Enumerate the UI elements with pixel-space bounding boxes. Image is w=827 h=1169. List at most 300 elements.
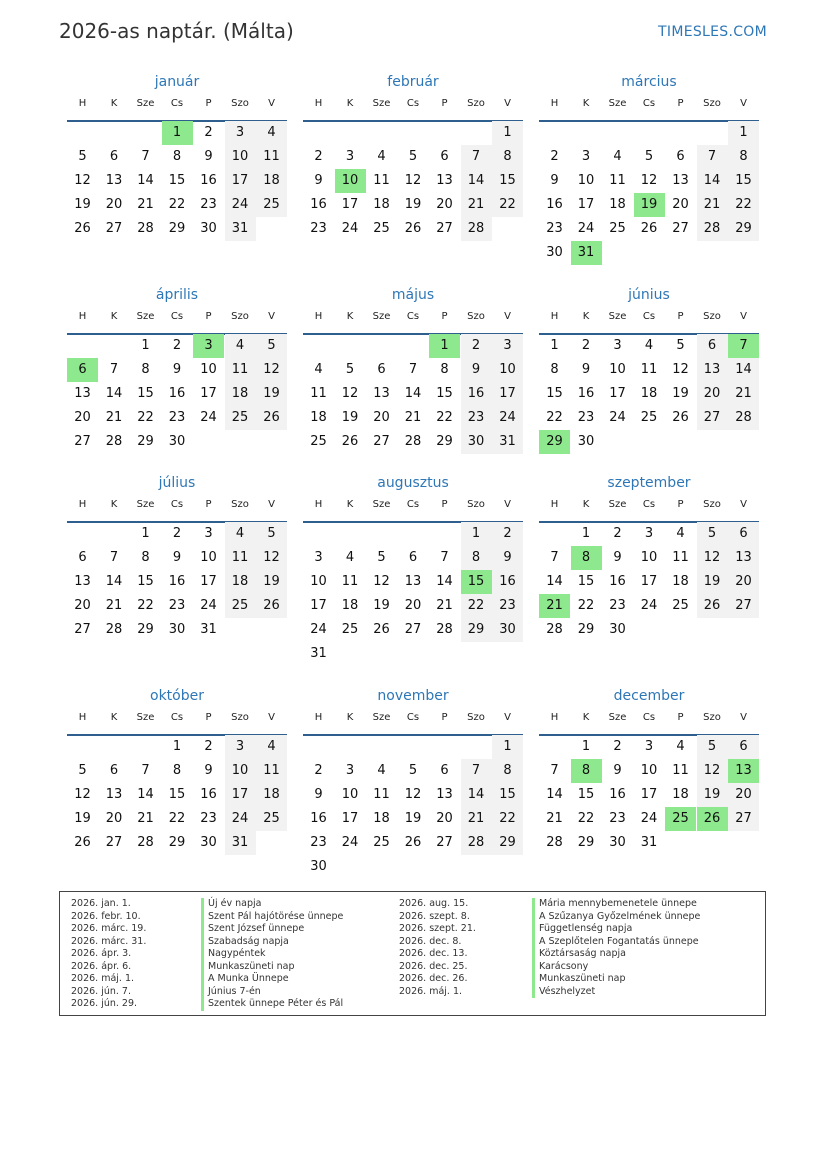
day-cell[interactable]: 9 bbox=[314, 173, 323, 188]
day-cell[interactable]: 17 bbox=[200, 386, 217, 401]
day-cell[interactable]: 31 bbox=[225, 831, 256, 855]
day-cell[interactable]: 20 bbox=[105, 197, 123, 212]
day-cell[interactable]: 10 bbox=[310, 574, 327, 589]
day-cell[interactable]: 29 bbox=[137, 622, 154, 637]
day-cell[interactable]: 1 bbox=[141, 338, 150, 353]
day-cell[interactable]: 9 bbox=[613, 763, 622, 778]
day-cell[interactable]: 9 bbox=[314, 787, 323, 802]
day-cell[interactable]: 24 bbox=[341, 221, 359, 236]
day-cell[interactable]: 26 bbox=[256, 594, 287, 618]
day-cell[interactable]: 30 bbox=[609, 835, 626, 850]
day-cell[interactable]: 19 bbox=[697, 570, 728, 594]
day-cell[interactable]: 15 bbox=[137, 574, 154, 589]
day-cell[interactable]: 22 bbox=[492, 807, 523, 831]
day-cell[interactable]: 29 bbox=[577, 622, 595, 637]
day-cell[interactable]: 2 bbox=[204, 739, 213, 754]
holiday-day-cell[interactable]: 25 bbox=[665, 807, 696, 831]
day-cell[interactable]: 18 bbox=[341, 598, 359, 613]
day-cell[interactable]: 14 bbox=[728, 358, 759, 382]
day-cell[interactable]: 8 bbox=[141, 362, 150, 377]
day-cell[interactable]: 17 bbox=[640, 787, 658, 802]
day-cell[interactable]: 8 bbox=[461, 546, 492, 570]
day-cell[interactable]: 12 bbox=[74, 787, 91, 802]
day-cell[interactable]: 13 bbox=[74, 574, 91, 589]
day-cell[interactable]: 25 bbox=[256, 193, 287, 217]
day-cell[interactable]: 25 bbox=[373, 835, 390, 850]
day-cell[interactable]: 19 bbox=[697, 783, 728, 807]
day-cell[interactable]: 11 bbox=[225, 358, 256, 382]
day-cell[interactable]: 10 bbox=[640, 763, 658, 778]
day-cell[interactable]: 19 bbox=[256, 570, 287, 594]
day-cell[interactable]: 24 bbox=[640, 598, 658, 613]
day-cell[interactable]: 11 bbox=[672, 763, 689, 778]
day-cell[interactable]: 17 bbox=[200, 574, 217, 589]
day-cell[interactable]: 4 bbox=[644, 338, 654, 353]
day-cell[interactable]: 3 bbox=[644, 739, 654, 754]
day-cell[interactable]: 15 bbox=[168, 173, 186, 188]
day-cell[interactable]: 28 bbox=[137, 835, 154, 850]
day-cell[interactable]: 18 bbox=[256, 783, 287, 807]
day-cell[interactable]: 13 bbox=[105, 787, 123, 802]
day-cell[interactable]: 20 bbox=[373, 410, 390, 425]
day-cell[interactable]: 14 bbox=[404, 386, 422, 401]
day-cell[interactable]: 23 bbox=[461, 406, 492, 430]
day-cell[interactable]: 18 bbox=[672, 574, 689, 589]
day-cell[interactable]: 14 bbox=[105, 574, 123, 589]
day-cell[interactable]: 15 bbox=[492, 783, 523, 807]
day-cell[interactable]: 14 bbox=[546, 787, 563, 802]
day-cell[interactable]: 7 bbox=[408, 362, 418, 377]
day-cell[interactable]: 2 bbox=[461, 334, 492, 358]
day-cell[interactable]: 4 bbox=[377, 763, 386, 778]
day-cell[interactable]: 5 bbox=[408, 149, 418, 164]
day-cell[interactable]: 16 bbox=[200, 787, 217, 802]
day-cell[interactable]: 31 bbox=[225, 217, 256, 241]
day-cell[interactable]: 14 bbox=[461, 169, 492, 193]
day-cell[interactable]: 26 bbox=[672, 410, 689, 425]
day-cell[interactable]: 8 bbox=[492, 759, 523, 783]
day-cell[interactable]: 6 bbox=[697, 334, 728, 358]
day-cell[interactable]: 17 bbox=[609, 386, 626, 401]
day-cell[interactable]: 6 bbox=[440, 763, 449, 778]
day-cell[interactable]: 9 bbox=[461, 358, 492, 382]
day-cell[interactable]: 17 bbox=[577, 197, 595, 212]
day-cell[interactable]: 26 bbox=[697, 594, 728, 618]
day-cell[interactable]: 14 bbox=[105, 386, 123, 401]
day-cell[interactable]: 14 bbox=[137, 787, 154, 802]
day-cell[interactable]: 21 bbox=[105, 598, 123, 613]
day-cell[interactable]: 26 bbox=[341, 434, 359, 449]
day-cell[interactable]: 4 bbox=[314, 362, 323, 377]
day-cell[interactable]: 6 bbox=[109, 149, 119, 164]
day-cell[interactable]: 30 bbox=[200, 221, 217, 236]
day-cell[interactable]: 15 bbox=[137, 386, 154, 401]
day-cell[interactable]: 11 bbox=[341, 574, 359, 589]
day-cell[interactable]: 18 bbox=[225, 570, 256, 594]
day-cell[interactable]: 1 bbox=[550, 338, 559, 353]
day-cell[interactable]: 21 bbox=[436, 598, 453, 613]
day-cell[interactable]: 10 bbox=[577, 173, 595, 188]
holiday-day-cell[interactable]: 1 bbox=[162, 121, 193, 145]
day-cell[interactable]: 18 bbox=[256, 169, 287, 193]
day-cell[interactable]: 24 bbox=[200, 410, 217, 425]
day-cell[interactable]: 2 bbox=[550, 149, 559, 164]
day-cell[interactable]: 2 bbox=[314, 149, 323, 164]
day-cell[interactable]: 9 bbox=[492, 546, 523, 570]
day-cell[interactable]: 23 bbox=[168, 410, 186, 425]
day-cell[interactable]: 27 bbox=[105, 835, 123, 850]
day-cell[interactable]: 25 bbox=[225, 406, 256, 430]
holiday-day-cell[interactable]: 1 bbox=[429, 334, 460, 358]
day-cell[interactable]: 27 bbox=[74, 622, 91, 637]
day-cell[interactable]: 12 bbox=[697, 546, 728, 570]
day-cell[interactable]: 28 bbox=[105, 622, 123, 637]
day-cell[interactable]: 19 bbox=[74, 811, 91, 826]
day-cell[interactable]: 18 bbox=[609, 197, 626, 212]
day-cell[interactable]: 8 bbox=[172, 149, 182, 164]
day-cell[interactable]: 30 bbox=[577, 434, 595, 449]
day-cell[interactable]: 19 bbox=[672, 386, 689, 401]
day-cell[interactable]: 5 bbox=[78, 763, 87, 778]
day-cell[interactable]: 17 bbox=[341, 197, 359, 212]
holiday-day-cell[interactable]: 3 bbox=[193, 334, 224, 358]
day-cell[interactable]: 28 bbox=[461, 831, 492, 855]
holiday-day-cell[interactable]: 26 bbox=[697, 807, 728, 831]
day-cell[interactable]: 16 bbox=[310, 197, 327, 212]
day-cell[interactable]: 13 bbox=[404, 574, 422, 589]
day-cell[interactable]: 20 bbox=[404, 598, 422, 613]
day-cell[interactable]: 30 bbox=[200, 835, 217, 850]
day-cell[interactable]: 21 bbox=[137, 197, 154, 212]
day-cell[interactable]: 28 bbox=[728, 406, 759, 430]
day-cell[interactable]: 13 bbox=[105, 173, 123, 188]
day-cell[interactable]: 26 bbox=[404, 835, 422, 850]
day-cell[interactable]: 17 bbox=[225, 783, 256, 807]
day-cell[interactable]: 7 bbox=[550, 763, 559, 778]
day-cell[interactable]: 19 bbox=[74, 197, 91, 212]
day-cell[interactable]: 22 bbox=[168, 197, 186, 212]
day-cell[interactable]: 3 bbox=[613, 338, 622, 353]
day-cell[interactable]: 10 bbox=[492, 358, 523, 382]
day-cell[interactable]: 27 bbox=[728, 594, 759, 618]
day-cell[interactable]: 28 bbox=[404, 434, 422, 449]
day-cell[interactable]: 16 bbox=[310, 811, 327, 826]
day-cell[interactable]: 17 bbox=[492, 382, 523, 406]
day-cell[interactable]: 2 bbox=[314, 763, 323, 778]
day-cell[interactable]: 15 bbox=[168, 787, 186, 802]
day-cell[interactable]: 26 bbox=[373, 622, 390, 637]
day-cell[interactable]: 10 bbox=[341, 787, 359, 802]
day-cell[interactable]: 2 bbox=[172, 338, 182, 353]
day-cell[interactable]: 23 bbox=[310, 221, 327, 236]
day-cell[interactable]: 9 bbox=[172, 550, 182, 565]
day-cell[interactable]: 1 bbox=[581, 739, 591, 754]
day-cell[interactable]: 27 bbox=[436, 221, 453, 236]
day-cell[interactable]: 22 bbox=[436, 410, 453, 425]
day-cell[interactable]: 1 bbox=[461, 522, 492, 546]
day-cell[interactable]: 11 bbox=[373, 173, 390, 188]
day-cell[interactable]: 10 bbox=[609, 362, 626, 377]
day-cell[interactable]: 4 bbox=[225, 522, 256, 546]
day-cell[interactable]: 15 bbox=[546, 386, 563, 401]
holiday-day-cell[interactable]: 29 bbox=[539, 430, 570, 454]
day-cell[interactable]: 16 bbox=[492, 570, 523, 594]
day-cell[interactable]: 18 bbox=[373, 811, 390, 826]
day-cell[interactable]: 3 bbox=[204, 526, 213, 541]
day-cell[interactable]: 29 bbox=[492, 831, 523, 855]
day-cell[interactable]: 22 bbox=[168, 811, 186, 826]
day-cell[interactable]: 16 bbox=[609, 787, 626, 802]
day-cell[interactable]: 17 bbox=[225, 169, 256, 193]
day-cell[interactable]: 12 bbox=[341, 386, 359, 401]
day-cell[interactable]: 3 bbox=[345, 149, 355, 164]
day-cell[interactable]: 3 bbox=[314, 550, 323, 565]
day-cell[interactable]: 28 bbox=[461, 217, 492, 241]
day-cell[interactable]: 6 bbox=[728, 735, 759, 759]
day-cell[interactable]: 27 bbox=[697, 406, 728, 430]
day-cell[interactable]: 16 bbox=[168, 574, 186, 589]
day-cell[interactable]: 11 bbox=[256, 145, 287, 169]
day-cell[interactable]: 7 bbox=[141, 149, 150, 164]
day-cell[interactable]: 22 bbox=[546, 410, 563, 425]
day-cell[interactable]: 18 bbox=[225, 382, 256, 406]
day-cell[interactable]: 1 bbox=[492, 121, 523, 145]
day-cell[interactable]: 7 bbox=[141, 763, 150, 778]
day-cell[interactable]: 18 bbox=[373, 197, 390, 212]
day-cell[interactable]: 14 bbox=[137, 173, 154, 188]
day-cell[interactable]: 11 bbox=[225, 546, 256, 570]
day-cell[interactable]: 27 bbox=[74, 434, 91, 449]
day-cell[interactable]: 6 bbox=[728, 522, 759, 546]
day-cell[interactable]: 23 bbox=[609, 598, 626, 613]
day-cell[interactable]: 22 bbox=[492, 193, 523, 217]
day-cell[interactable]: 8 bbox=[492, 145, 523, 169]
day-cell[interactable]: 20 bbox=[672, 197, 689, 212]
day-cell[interactable]: 2 bbox=[172, 526, 182, 541]
day-cell[interactable]: 31 bbox=[640, 835, 658, 850]
holiday-day-cell[interactable]: 19 bbox=[634, 193, 665, 217]
day-cell[interactable]: 22 bbox=[137, 598, 154, 613]
day-cell[interactable]: 13 bbox=[436, 787, 453, 802]
day-cell[interactable]: 29 bbox=[577, 835, 595, 850]
day-cell[interactable]: 22 bbox=[137, 410, 154, 425]
day-cell[interactable]: 20 bbox=[105, 811, 123, 826]
day-cell[interactable]: 15 bbox=[577, 574, 595, 589]
day-cell[interactable]: 18 bbox=[672, 787, 689, 802]
day-cell[interactable]: 30 bbox=[168, 434, 186, 449]
day-cell[interactable]: 17 bbox=[640, 574, 658, 589]
day-cell[interactable]: 3 bbox=[492, 334, 523, 358]
day-cell[interactable]: 1 bbox=[728, 121, 759, 145]
day-cell[interactable]: 5 bbox=[697, 522, 728, 546]
day-cell[interactable]: 2 bbox=[613, 526, 622, 541]
day-cell[interactable]: 2 bbox=[613, 739, 622, 754]
day-cell[interactable]: 24 bbox=[577, 221, 595, 236]
day-cell[interactable]: 29 bbox=[436, 434, 453, 449]
day-cell[interactable]: 4 bbox=[613, 149, 622, 164]
day-cell[interactable]: 11 bbox=[256, 759, 287, 783]
day-cell[interactable]: 16 bbox=[577, 386, 595, 401]
day-cell[interactable]: 27 bbox=[105, 221, 123, 236]
day-cell[interactable]: 9 bbox=[613, 550, 622, 565]
day-cell[interactable]: 8 bbox=[550, 362, 559, 377]
day-cell[interactable]: 19 bbox=[404, 811, 422, 826]
day-cell[interactable]: 17 bbox=[310, 598, 327, 613]
day-cell[interactable]: 9 bbox=[204, 149, 213, 164]
day-cell[interactable]: 26 bbox=[74, 221, 91, 236]
holiday-day-cell[interactable]: 7 bbox=[728, 334, 759, 358]
day-cell[interactable]: 30 bbox=[492, 618, 523, 642]
day-cell[interactable]: 24 bbox=[609, 410, 626, 425]
day-cell[interactable]: 9 bbox=[581, 362, 591, 377]
day-cell[interactable]: 29 bbox=[461, 618, 492, 642]
day-cell[interactable]: 13 bbox=[436, 173, 453, 188]
day-cell[interactable]: 25 bbox=[373, 221, 390, 236]
holiday-day-cell[interactable]: 21 bbox=[539, 594, 570, 618]
day-cell[interactable]: 28 bbox=[697, 217, 728, 241]
day-cell[interactable]: 21 bbox=[546, 811, 563, 826]
day-cell[interactable]: 30 bbox=[310, 859, 327, 874]
day-cell[interactable]: 28 bbox=[105, 434, 123, 449]
day-cell[interactable]: 28 bbox=[436, 622, 453, 637]
day-cell[interactable]: 6 bbox=[440, 149, 449, 164]
holiday-day-cell[interactable]: 8 bbox=[571, 546, 602, 570]
day-cell[interactable]: 14 bbox=[436, 574, 453, 589]
day-cell[interactable]: 7 bbox=[461, 759, 492, 783]
day-cell[interactable]: 21 bbox=[728, 382, 759, 406]
day-cell[interactable]: 14 bbox=[697, 169, 728, 193]
day-cell[interactable]: 16 bbox=[168, 386, 186, 401]
day-cell[interactable]: 25 bbox=[310, 434, 327, 449]
day-cell[interactable]: 12 bbox=[697, 759, 728, 783]
day-cell[interactable]: 26 bbox=[256, 406, 287, 430]
day-cell[interactable]: 5 bbox=[345, 362, 355, 377]
day-cell[interactable]: 25 bbox=[225, 594, 256, 618]
day-cell[interactable]: 21 bbox=[137, 811, 154, 826]
day-cell[interactable]: 18 bbox=[640, 386, 658, 401]
day-cell[interactable]: 22 bbox=[577, 811, 595, 826]
day-cell[interactable]: 23 bbox=[546, 221, 563, 236]
day-cell[interactable]: 21 bbox=[404, 410, 422, 425]
day-cell[interactable]: 7 bbox=[109, 550, 119, 565]
holiday-day-cell[interactable]: 31 bbox=[571, 241, 602, 265]
day-cell[interactable]: 9 bbox=[550, 173, 559, 188]
day-cell[interactable]: 30 bbox=[461, 430, 492, 454]
day-cell[interactable]: 30 bbox=[168, 622, 186, 637]
day-cell[interactable]: 4 bbox=[256, 121, 287, 145]
day-cell[interactable]: 30 bbox=[546, 245, 563, 260]
day-cell[interactable]: 24 bbox=[341, 835, 359, 850]
day-cell[interactable]: 12 bbox=[640, 173, 658, 188]
day-cell[interactable]: 28 bbox=[546, 622, 563, 637]
day-cell[interactable]: 19 bbox=[341, 410, 359, 425]
day-cell[interactable]: 20 bbox=[436, 811, 453, 826]
day-cell[interactable]: 13 bbox=[74, 386, 91, 401]
day-cell[interactable]: 3 bbox=[644, 526, 654, 541]
day-cell[interactable]: 24 bbox=[640, 811, 658, 826]
day-cell[interactable]: 15 bbox=[436, 386, 453, 401]
day-cell[interactable]: 27 bbox=[436, 835, 453, 850]
day-cell[interactable]: 3 bbox=[225, 735, 256, 759]
day-cell[interactable]: 27 bbox=[672, 221, 689, 236]
day-cell[interactable]: 21 bbox=[461, 193, 492, 217]
day-cell[interactable]: 8 bbox=[728, 145, 759, 169]
day-cell[interactable]: 7 bbox=[109, 362, 119, 377]
day-cell[interactable]: 31 bbox=[492, 430, 523, 454]
holiday-day-cell[interactable]: 13 bbox=[728, 759, 759, 783]
day-cell[interactable]: 1 bbox=[172, 739, 182, 754]
day-cell[interactable]: 25 bbox=[609, 221, 626, 236]
day-cell[interactable]: 24 bbox=[200, 598, 217, 613]
day-cell[interactable]: 20 bbox=[728, 570, 759, 594]
day-cell[interactable]: 13 bbox=[728, 546, 759, 570]
day-cell[interactable]: 22 bbox=[577, 598, 595, 613]
day-cell[interactable]: 17 bbox=[341, 811, 359, 826]
day-cell[interactable]: 22 bbox=[461, 594, 492, 618]
day-cell[interactable]: 5 bbox=[408, 763, 418, 778]
day-cell[interactable]: 6 bbox=[78, 550, 87, 565]
day-cell[interactable]: 21 bbox=[105, 410, 123, 425]
day-cell[interactable]: 7 bbox=[461, 145, 492, 169]
day-cell[interactable]: 1 bbox=[581, 526, 591, 541]
day-cell[interactable]: 12 bbox=[256, 358, 287, 382]
day-cell[interactable]: 23 bbox=[168, 598, 186, 613]
day-cell[interactable]: 8 bbox=[440, 362, 449, 377]
day-cell[interactable]: 1 bbox=[492, 735, 523, 759]
day-cell[interactable]: 9 bbox=[172, 362, 182, 377]
day-cell[interactable]: 4 bbox=[676, 526, 685, 541]
day-cell[interactable]: 26 bbox=[404, 221, 422, 236]
day-cell[interactable]: 10 bbox=[225, 145, 256, 169]
day-cell[interactable]: 11 bbox=[609, 173, 626, 188]
day-cell[interactable]: 6 bbox=[109, 763, 119, 778]
day-cell[interactable]: 16 bbox=[461, 382, 492, 406]
day-cell[interactable]: 12 bbox=[74, 173, 91, 188]
day-cell[interactable]: 13 bbox=[373, 386, 390, 401]
day-cell[interactable]: 11 bbox=[310, 386, 327, 401]
day-cell[interactable]: 15 bbox=[577, 787, 595, 802]
day-cell[interactable]: 25 bbox=[672, 598, 689, 613]
day-cell[interactable]: 23 bbox=[492, 594, 523, 618]
day-cell[interactable]: 20 bbox=[74, 598, 91, 613]
day-cell[interactable]: 4 bbox=[256, 735, 287, 759]
day-cell[interactable]: 5 bbox=[377, 550, 386, 565]
day-cell[interactable]: 12 bbox=[373, 574, 390, 589]
day-cell[interactable]: 14 bbox=[546, 574, 563, 589]
day-cell[interactable]: 20 bbox=[74, 410, 91, 425]
day-cell[interactable]: 10 bbox=[200, 550, 217, 565]
day-cell[interactable]: 18 bbox=[310, 410, 327, 425]
day-cell[interactable]: 23 bbox=[577, 410, 595, 425]
day-cell[interactable]: 27 bbox=[728, 807, 759, 831]
day-cell[interactable]: 14 bbox=[461, 783, 492, 807]
day-cell[interactable]: 31 bbox=[200, 622, 217, 637]
day-cell[interactable]: 27 bbox=[373, 434, 390, 449]
day-cell[interactable]: 3 bbox=[581, 149, 591, 164]
day-cell[interactable]: 19 bbox=[404, 197, 422, 212]
holiday-day-cell[interactable]: 8 bbox=[571, 759, 602, 783]
day-cell[interactable]: 16 bbox=[546, 197, 563, 212]
day-cell[interactable]: 19 bbox=[256, 382, 287, 406]
day-cell[interactable]: 6 bbox=[377, 362, 386, 377]
day-cell[interactable]: 10 bbox=[640, 550, 658, 565]
day-cell[interactable]: 12 bbox=[404, 787, 422, 802]
day-cell[interactable]: 7 bbox=[550, 550, 559, 565]
day-cell[interactable]: 29 bbox=[168, 221, 186, 236]
day-cell[interactable]: 12 bbox=[256, 546, 287, 570]
day-cell[interactable]: 24 bbox=[310, 622, 327, 637]
day-cell[interactable]: 30 bbox=[609, 622, 626, 637]
